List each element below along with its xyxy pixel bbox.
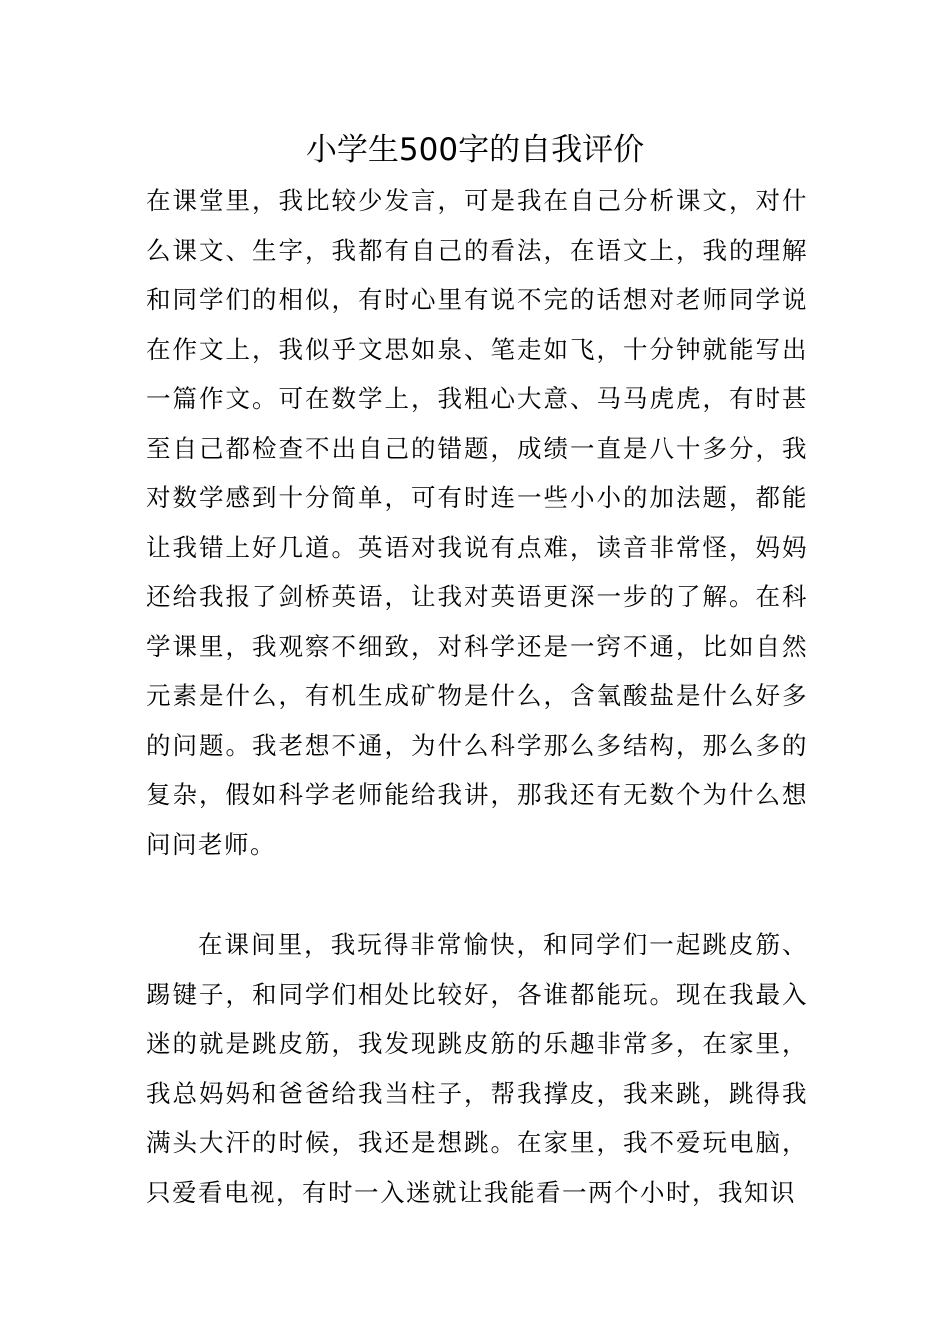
document-title: 小学生500字的自我评价 — [305, 132, 645, 168]
paragraph-1: 在课堂里，我比较少发言，可是我在自己分析课文，对什么课文、生字，我都有自己的看法，在语文上，我的理解和同学们的相似，有时心里有说不完的话想对老师同学说在作文上，我似乎文思如泉、笔走如飞，十分钟就能写出一篇作文。可在数学上，我粗心大意、马马虎虎，有时甚至自己都检查不出自己的错题，成绩一直是八十多分，我对数学感到十分简单，可有时连一些小小的加法题，都能让我错上好几道。英语对我说有点难，读音非常怪，妈妈还给我报了剑桥英语，让我对英语更深一步的了解。在科学课里，我观察不细致，对科学还是一窍不通，比如自然元素是什么，有机生成矿物是什么，含氧酸盐是什么好多的问题。我老想不通，为什么科学那么多结构，那么多的复杂，假如科学老师能给我讲，那我还有无数个为什么想问问老师。 — [146, 186, 808, 859]
paragraph-2: 在课间里，我玩得非常愉快，和同学们一起跳皮筋、踢键子，和同学们相处比较好，各谁都能玩。现在我最入迷的就是跳皮筋，我发现跳皮筋的乐趣非常多，在家里，我总妈妈和爸爸给我当柱子，帮我撑皮，我来跳，跳得我满头大汗的时候，我还是想跳。在家里，我不爱玩电脑，只爱看电视，有时一入迷就让我能看一两个小时，我知识 — [146, 930, 808, 1207]
